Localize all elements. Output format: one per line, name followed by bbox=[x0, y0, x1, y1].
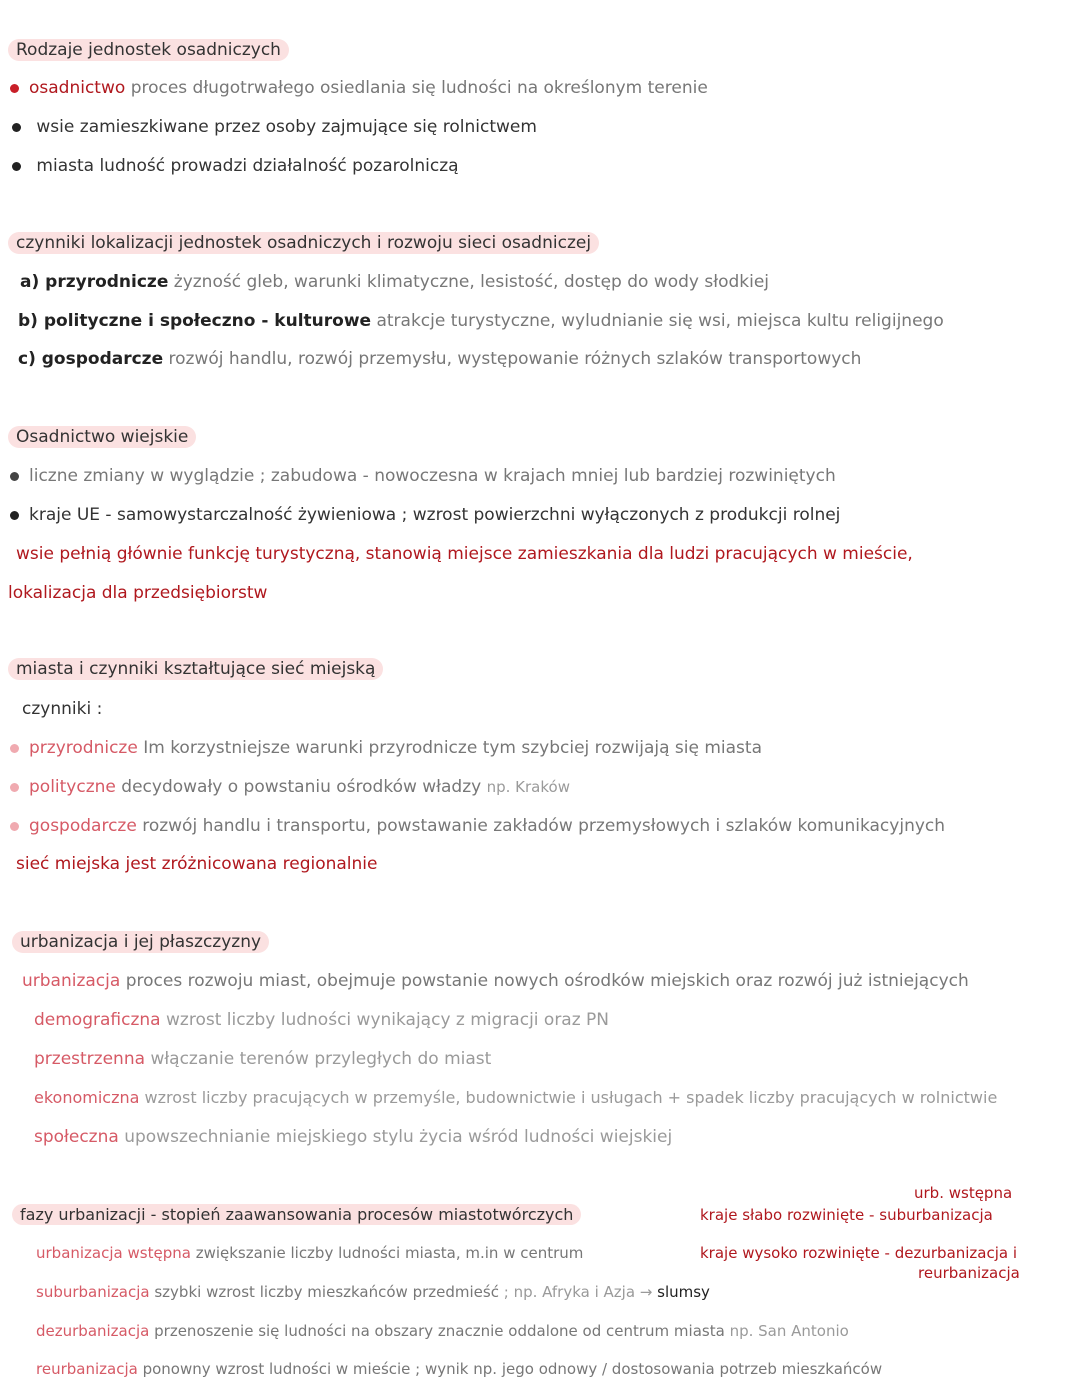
bullet-icon bbox=[12, 123, 21, 132]
note-red: reurbanizacja bbox=[918, 1264, 1020, 1282]
list-item: osadnictwo proces długotrwałego osiedlania się ludności na określonym terenie bbox=[10, 76, 708, 100]
list-item: liczne zmiany w wyglądzie ; zabudowa - nowoczesna w krajach mniej lub bardziej rozwiniętych bbox=[10, 464, 836, 488]
heading-rural-settlement: Osadnictwo wiejskie bbox=[8, 425, 196, 449]
heading-urbanization-phases: fazy urbanizacji - stopień zaawansowania procesów miastotwórczych bbox=[12, 1203, 581, 1227]
list-item: b) polityczne i społeczno - kulturowe atrakcje turystyczne, wyludnianie się wsi, miejsca kultu religijnego bbox=[18, 311, 944, 331]
bullet-icon bbox=[10, 511, 19, 520]
heading-location-factors: czynniki lokalizacji jednostek osadniczych i rozwoju sieci osadniczej bbox=[8, 231, 599, 255]
list-item: wsie zamieszkiwane przez osoby zajmujące się rolnictwem bbox=[12, 115, 537, 139]
note-red: kraje słabo rozwinięte - suburbanizacja bbox=[700, 1206, 993, 1224]
list-item: polityczne decydowały o powstaniu ośrodków władzy np. Kraków bbox=[10, 775, 570, 799]
list-item: reurbanizacja ponowny wzrost ludności w mieście ; wynik np. jego odnowy / dostosowania potrzeb mieszkańców bbox=[36, 1360, 883, 1378]
bullet-icon bbox=[10, 472, 19, 481]
list-item: miasta ludność prowadzi działalność pozarolniczą bbox=[12, 154, 459, 178]
bullet-icon bbox=[10, 822, 19, 831]
heading-settlement-types: Rodzaje jednostek osadniczych bbox=[8, 38, 289, 62]
note-red: kraje wysoko rozwinięte - dezurbanizacja i bbox=[700, 1244, 1018, 1262]
bullet-icon bbox=[10, 744, 19, 753]
list-item: c) gospodarcze rozwój handlu, rozwój przemysłu, występowanie różnych szlaków transportowych bbox=[18, 349, 862, 369]
list-item: suburbanizacja szybki wzrost liczby mieszkańców przedmieść ; np. Afryka i Azja → slumsy bbox=[36, 1283, 710, 1301]
heading-cities: miasta i czynniki kształtujące sieć miejską bbox=[8, 657, 383, 681]
heading-urbanization: urbanizacja i jej płaszczyzny bbox=[12, 930, 269, 954]
list-item: kraje UE - samowystarczalność żywieniowa ; wzrost powierzchni wyłączonych z produkcji rolnej bbox=[10, 503, 840, 527]
list-item: przyrodnicze Im korzystniejsze warunki przyrodnicze tym szybciej rozwijają się miasta bbox=[10, 736, 762, 760]
list-item: gospodarcze rozwój handlu i transportu, powstawanie zakładów przemysłowych i szlaków komunikacyjnych bbox=[10, 814, 945, 838]
list-item: dezurbanizacja przenoszenie się ludności na obszary znacznie oddalone od centrum miasta np. San Antonio bbox=[36, 1322, 849, 1340]
bullet-icon bbox=[12, 162, 21, 171]
note-red: wsie pełnią głównie funkcję turystyczną, stanowią miejsce zamieszkania dla ludzi pracujących w mieście, bbox=[16, 544, 913, 564]
bullet-icon bbox=[10, 84, 19, 93]
note-red: lokalizacja dla przedsiębiorstw bbox=[8, 583, 268, 603]
list-item: ekonomiczna wzrost liczby pracujących w przemyśle, budownictwie i usługach + spadek liczby pracujących w rolnictwie bbox=[34, 1088, 998, 1107]
list-item: demograficzna wzrost liczby ludności wynikający z migracji oraz PN bbox=[34, 1010, 610, 1030]
note-red: urb. wstępna bbox=[914, 1184, 1013, 1202]
list-item: a) przyrodnicze żyzność gleb, warunki klimatyczne, lesistość, dostęp do wody słodkiej bbox=[20, 272, 770, 292]
note-red: sieć miejska jest zróżnicowana regionalnie bbox=[16, 854, 378, 874]
list-item: przestrzenna włączanie terenów przyległych do miast bbox=[34, 1049, 492, 1069]
bullet-icon bbox=[10, 783, 19, 792]
list-item: społeczna upowszechnianie miejskiego stylu życia wśród ludności wiejskiej bbox=[34, 1127, 673, 1147]
list-item: urbanizacja wstępna zwiększanie liczby ludności miasta, m.in w centrum bbox=[36, 1244, 584, 1262]
subheading: czynniki : bbox=[22, 699, 103, 719]
definition: urbanizacja proces rozwoju miast, obejmuje powstanie nowych ośrodków miejskich oraz rozwój już istniejących bbox=[22, 971, 969, 991]
